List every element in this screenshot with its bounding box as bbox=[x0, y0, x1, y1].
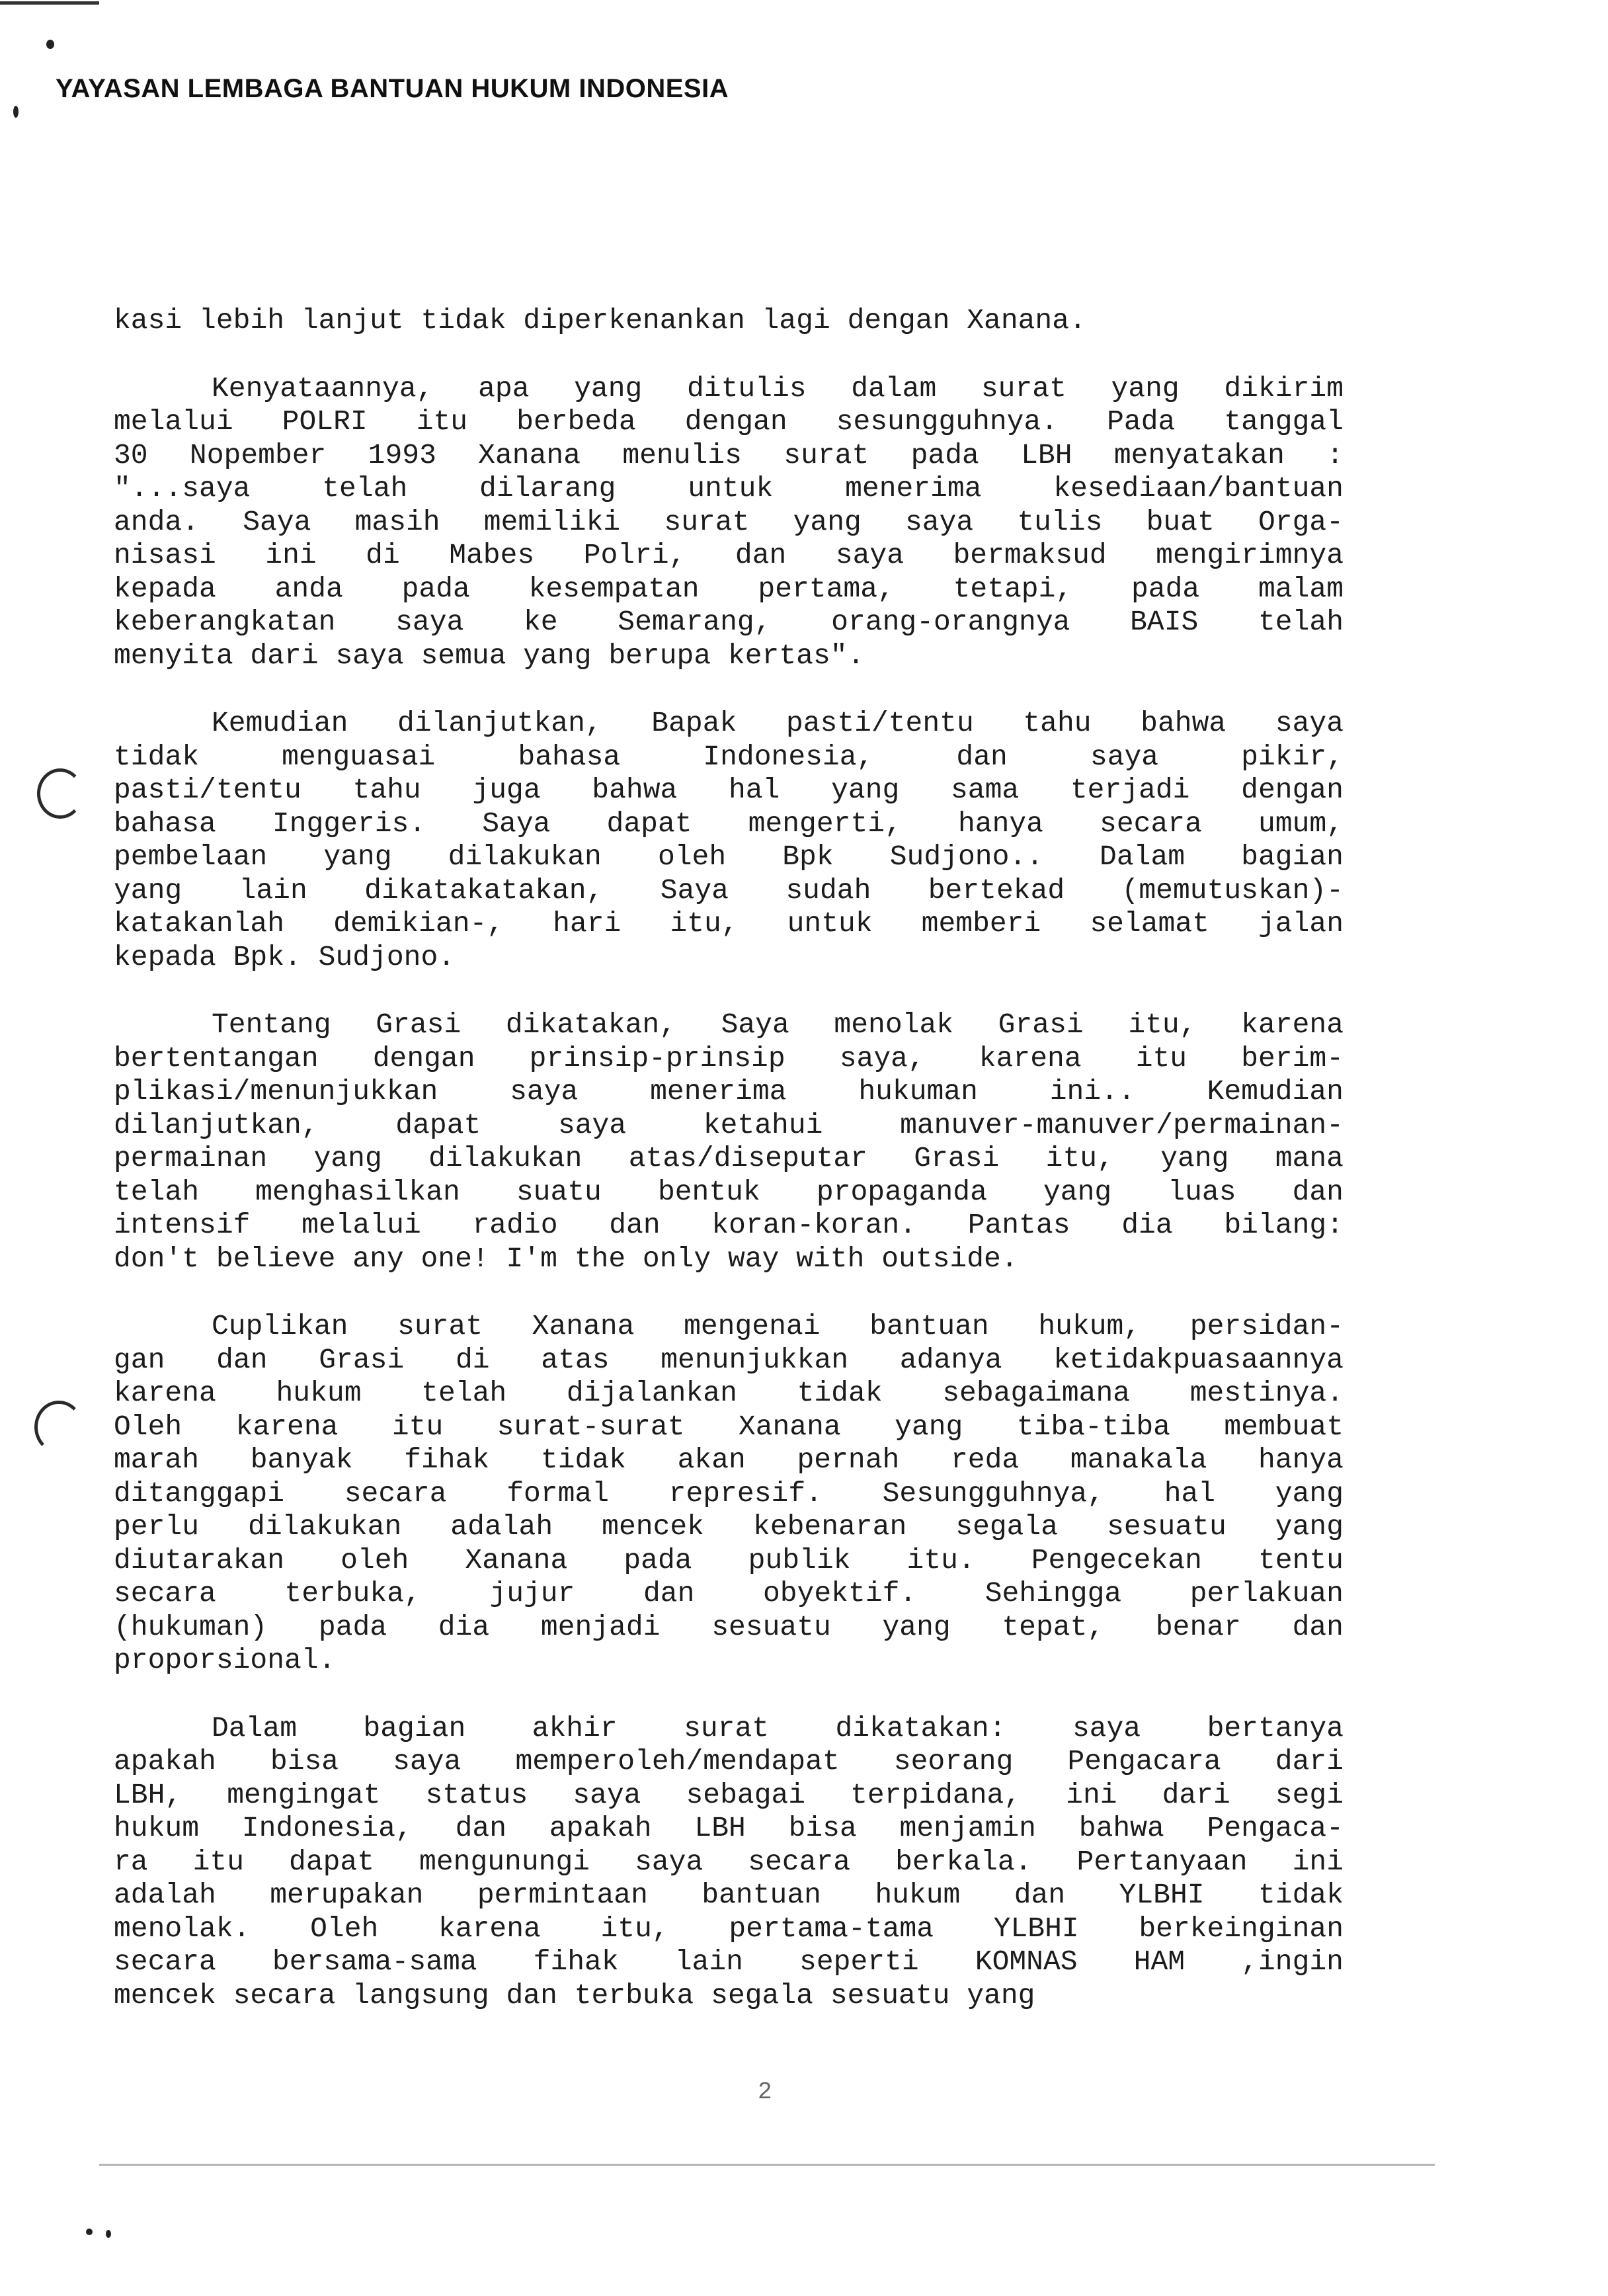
text-line: ditanggapi secara formal represif. Sesungguhnya, hal yang bbox=[114, 1477, 1344, 1510]
paragraph bbox=[114, 1310, 1344, 1678]
text-line: secara bersama-sama fihak lain seperti KOMNAS HAM ,ingin bbox=[114, 1946, 1344, 1978]
text-line: Kenyataannya, apa yang ditulis dalam surat yang dikirim bbox=[212, 372, 1344, 405]
text-line: (hukuman) pada dia menjadi sesuatu yang tepat, benar dan bbox=[114, 1610, 1344, 1643]
text-line: don't believe any one! I'm the only way with outside. bbox=[114, 1242, 1018, 1275]
text-line: hukum Indonesia, dan apakah LBH bisa menjamin bahwa Pengaca- bbox=[114, 1812, 1344, 1844]
text-line: marah banyak fihak tidak akan pernah reda manakala hanya bbox=[114, 1444, 1344, 1476]
text-line: ra itu dapat mengunungi saya secara berkala. Pertanyaan ini bbox=[114, 1845, 1344, 1878]
text-line: mencek secara langsung dan terbuka segala sesuatu yang bbox=[114, 1979, 1035, 2012]
text-line: Dalam bagian akhir surat dikatakan: saya bertanya bbox=[212, 1711, 1344, 1744]
text-line: katakanlah demikian-, hari itu, untuk memberi selamat jalan bbox=[114, 907, 1344, 940]
text-line: LBH, mengingat status saya sebagai terpidana, ini dari segi bbox=[114, 1778, 1344, 1811]
text-line: adalah merupakan permintaan bantuan hukum dan YLBHI tidak bbox=[114, 1879, 1344, 1911]
text-line: melalui POLRI itu berbeda dengan sesungguhnya. Pada tanggal bbox=[114, 405, 1344, 438]
scan-speck bbox=[13, 106, 19, 118]
text-line: "...saya telah dilarang untuk menerima kesediaan/bantuan bbox=[114, 472, 1344, 505]
text-line: menolak. Oleh karena itu, pertama-tama YLBHI berkeinginan bbox=[114, 1912, 1344, 1945]
scan-speck bbox=[106, 2230, 111, 2238]
scan-speck bbox=[86, 2229, 93, 2235]
text-line: tidak menguasai bahasa Indonesia, dan saya pikir, bbox=[114, 740, 1344, 773]
text-line: apakah bisa saya memperoleh/mendapat seorang Pengacara dari bbox=[114, 1745, 1344, 1778]
punch-hole-mark bbox=[34, 1401, 83, 1454]
text-line: permainan yang dilakukan atas/diseputar Grasi itu, yang mana bbox=[114, 1142, 1344, 1174]
bottom-rule bbox=[99, 2164, 1435, 2166]
punch-hole-mark bbox=[37, 768, 83, 819]
text-line: Tentang Grasi dikatakan, Saya menolak Grasi itu, karena bbox=[212, 1008, 1344, 1041]
paragraph bbox=[114, 304, 1344, 338]
text-line: menyita dari saya semua yang berupa kertas". bbox=[114, 639, 865, 672]
text-line: 30 Nopember 1993 Xanana menulis surat pada LBH menyatakan : bbox=[114, 438, 1344, 472]
text-line: plikasi/menunjukkan saya menerima hukuman ini.. Kemudian bbox=[114, 1075, 1344, 1108]
text-line: Oleh karena itu surat-surat Xanana yang tiba-tiba membuat bbox=[114, 1410, 1344, 1443]
text-line: gan dan Grasi di atas menunjukkan adanya ketidakpuasaannya bbox=[114, 1343, 1344, 1376]
text-line: secara terbuka, jujur dan obyektif. Sehingga perlakuan bbox=[114, 1577, 1344, 1610]
letter-body bbox=[114, 304, 1344, 2047]
text-line: kepada anda pada kesempatan pertama, tetapi, pada malam bbox=[114, 572, 1344, 605]
text-line: yang lain dikatakatakan, Saya sudah bertekad (memutuskan)- bbox=[114, 874, 1344, 907]
text-line: proporsional. bbox=[114, 1644, 336, 1676]
text-line: Kemudian dilanjutkan, Bapak pasti/tentu tahu bahwa saya bbox=[212, 707, 1344, 739]
text-line: diutarakan oleh Xanana pada publik itu. Pengecekan tentu bbox=[114, 1543, 1344, 1577]
text-line: intensif melalui radio dan koran-koran. Pantas dia bilang: bbox=[114, 1209, 1344, 1241]
scan-speck bbox=[46, 40, 54, 49]
text-line: kasi lebih lanjut tidak diperkenankan lagi dengan Xanana. bbox=[114, 304, 1086, 337]
text-line: dilanjutkan, dapat saya ketahui manuver-manuver/permainan- bbox=[114, 1108, 1344, 1141]
text-line: karena hukum telah dijalankan tidak sebagaimana mestinya. bbox=[114, 1377, 1344, 1409]
text-line: perlu dilakukan adalah mencek kebenaran segala sesuatu yang bbox=[114, 1510, 1344, 1543]
paragraph bbox=[114, 372, 1344, 673]
page-number: 2 bbox=[758, 2078, 772, 2106]
text-line: pasti/tentu tahu juga bahwa hal yang sama terjadi dengan bbox=[114, 774, 1344, 806]
text-line: nisasi ini di Mabes Polri, dan saya bermaksud mengirimnya bbox=[114, 539, 1344, 571]
text-line: bahasa Inggeris. Saya dapat mengerti, hanya secara umum, bbox=[114, 807, 1344, 840]
text-line: anda. Saya masih memiliki surat yang saya tulis buat Orga- bbox=[114, 505, 1344, 538]
text-line: pembelaan yang dilakukan oleh Bpk Sudjono.. Dalam bagian bbox=[114, 840, 1344, 873]
text-line: telah menghasilkan suatu bentuk propaganda yang luas dan bbox=[114, 1175, 1344, 1208]
paragraph bbox=[114, 707, 1344, 974]
letterhead: YAYASAN LEMBAGA BANTUAN HUKUM INDONESIA bbox=[56, 74, 729, 103]
paragraph bbox=[114, 1008, 1344, 1276]
text-line: bertentangan dengan prinsip-prinsip saya, karena itu berim- bbox=[114, 1042, 1344, 1075]
text-line: keberangkatan saya ke Semarang, orang-orangnya BAIS telah bbox=[114, 606, 1344, 638]
text-line: kepada Bpk. Sudjono. bbox=[114, 940, 456, 973]
top-edge-mark bbox=[0, 1, 99, 5]
paragraph bbox=[114, 1712, 1344, 2013]
text-line: Cuplikan surat Xanana mengenai bantuan hukum, persidan- bbox=[212, 1310, 1344, 1342]
